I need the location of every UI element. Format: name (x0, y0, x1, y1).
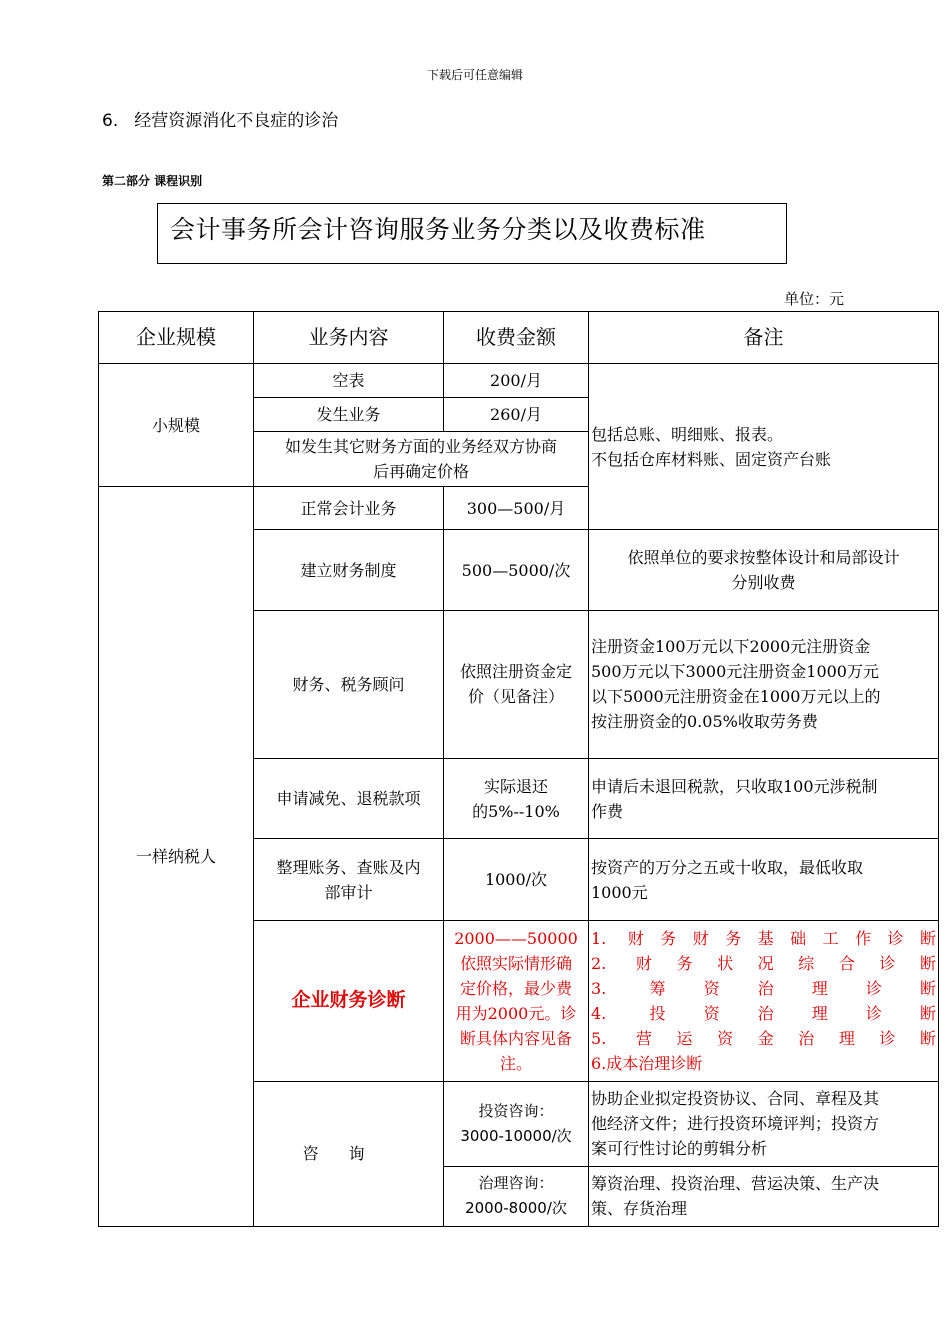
note-cell: 依照单位的要求按整体设计和局部设计 分别收费 (589, 530, 939, 610)
content-cell: 空表 (254, 364, 444, 398)
note-cell: 协助企业拟定投资协议、合同、章程及其 他经济文件；进行投资环境评判；投资方 案可行性讨论的剪辑分析 (589, 1081, 939, 1166)
content-cell: 申请减免、退税款项 (254, 758, 444, 838)
section-number: 6. (102, 111, 119, 131)
fee-cell: 实际退还 的5%--10% (444, 758, 589, 838)
content-cell: 整理账务、查账及内 部审计 (254, 839, 444, 921)
section-title: 经营资源消化不良症的诊治 (134, 111, 339, 131)
fee-cell: 治理咨询： 2000-8000/次 (444, 1166, 589, 1226)
note-cell-small: 包括总账、明细账、报表。 不包括仓库材料账、固定资产台账 (589, 364, 939, 530)
content-cell-consulting: 咨询 (254, 1081, 444, 1226)
header-content: 业务内容 (254, 312, 444, 364)
fee-cell: 300—500/月 (444, 487, 589, 530)
content-cell: 发生业务 (254, 398, 444, 432)
fee-cell: 依照注册资金定 价（见备注） (444, 610, 589, 758)
fee-cell-diagnosis: 2000——50000 依照实际情形确 定价格，最少费 用为2000元。诊 断具体内容见备 注。 (444, 921, 589, 1081)
header-note: 备注 (589, 312, 939, 364)
unit-label: 单位：元 (784, 290, 845, 308)
fee-cell: 260/月 (444, 398, 589, 432)
fee-table (98, 311, 939, 1227)
note-cell: 按资产的万分之五或十收取，最低收取 1000元 (589, 839, 939, 921)
table-header-row (99, 312, 939, 364)
note-cell: 注册资金100万元以下2000元注册资金 500万元以下3000元注册资金1000万元 以下5000元注册资金在1000万元以上的 按注册资金的0.05%收取劳务费 (589, 610, 939, 758)
note-cell-diagnosis: 1. 财务财务基础工作诊断 2. 财务状况综合诊断 3. 筹资治理诊断 4. 投资治理诊断 5. 营运资金治理诊断 6.成本治理诊断 (589, 921, 939, 1081)
note-cell: 申请后未退回税款，只收取100元涉税制 作费 (589, 758, 939, 838)
header-scale: 企业规模 (99, 312, 254, 364)
fee-cell: 500—5000/次 (444, 530, 589, 610)
content-cell: 正常会计业务 (254, 487, 444, 530)
scale-small: 小规模 (99, 364, 254, 487)
note-cell: 筹资治理、投资治理、营运决策、生产决 策、存货治理 (589, 1166, 939, 1226)
document-title-box (157, 203, 787, 264)
header-fee: 收费金额 (444, 312, 589, 364)
content-cell: 建立财务制度 (254, 530, 444, 610)
page-header-note: 下载后可任意编辑 (426, 68, 523, 82)
scale-general: 一样纳税人 (99, 487, 254, 1227)
fee-cell: 投资咨询： 3000-10000/次 (444, 1081, 589, 1166)
table-row (99, 364, 939, 398)
fee-cell: 200/月 (444, 364, 589, 398)
section-heading (102, 106, 338, 131)
document-title: 会计事务所会计咨询服务业务分类以及收费标准 (170, 215, 706, 244)
content-cell: 财务、税务顾问 (254, 610, 444, 758)
fee-cell: 1000/次 (444, 839, 589, 921)
content-cell-diagnosis: 企业财务诊断 (254, 921, 444, 1081)
content-cell-merged: 如发生其它财务方面的业务经双方协商 后再确定价格 (254, 432, 589, 487)
part-label: 第二部分 课程识别 (102, 174, 203, 188)
